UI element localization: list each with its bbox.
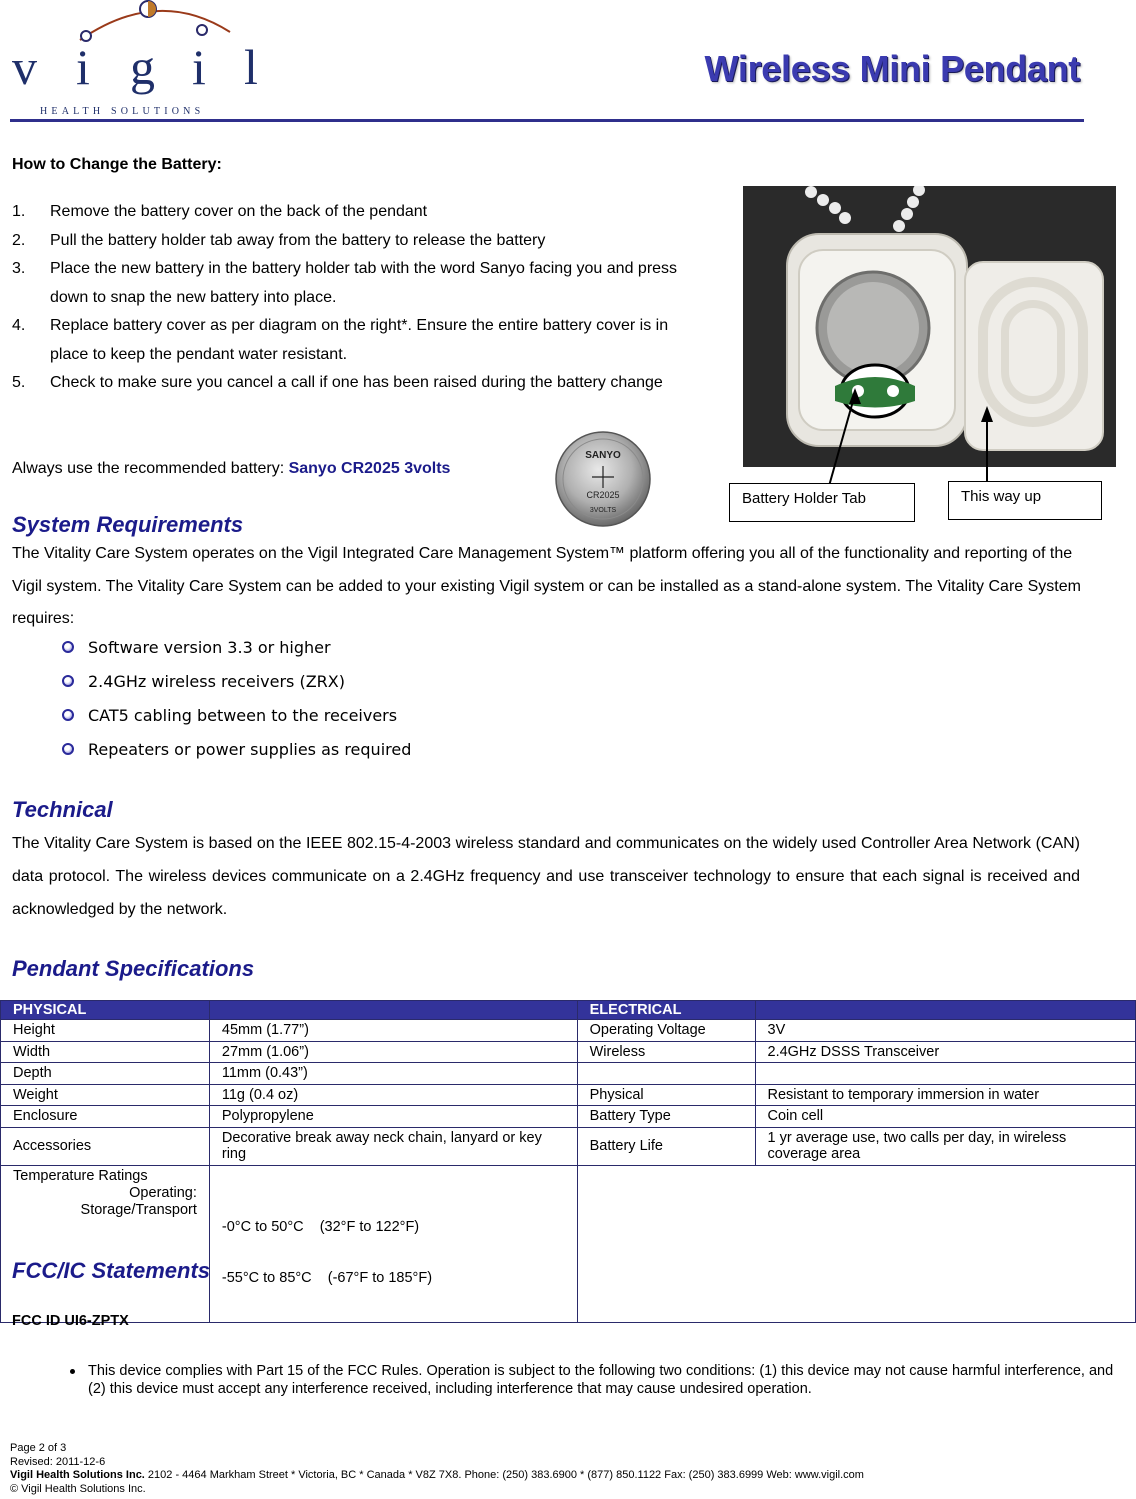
list-item bbox=[62, 699, 411, 733]
address-text: 2102 - 4464 Markham Street * Victoria, BC * Canada * V8Z 7X8. Phone: (250) 383.6900 * (877) 850.1122 Fax: (250) 383.6999 Web: www.vigil.com bbox=[144, 1469, 864, 1481]
recommended-battery bbox=[12, 460, 450, 478]
system-requirements-title: System Requirements bbox=[12, 512, 244, 537]
requirement-text: 2.4GHz wireless receivers (ZRX) bbox=[88, 672, 345, 691]
step-text: Remove the battery cover on the back of the pendant bbox=[50, 203, 428, 220]
system-intro: The Vitality Care System operates on the Vigil Integrated Care Management System™ platform offering you all of the functionality and reporting of the Vigil system. The Vitality Care System can be added to your existing Vigil system or can be installed as a stand-alone system. The Vitality Care System requires: bbox=[12, 545, 1081, 627]
vigil-logo bbox=[8, 0, 298, 118]
table-row: Accessories Decorative break away neck chain, lanyard or key ring Battery Life 1 yr average use, two calls per day, in wireless coverage area bbox=[1, 1127, 1136, 1165]
battery-steps bbox=[12, 198, 712, 398]
company-address bbox=[10, 1469, 864, 1483]
table-row bbox=[1, 1165, 1136, 1322]
step-text: Replace battery cover as per diagram on the right*. Ensure the entire battery cover is in place to keep the pendant water resistant. bbox=[50, 317, 669, 363]
callout-battery-holder-tab: Battery Holder Tab bbox=[729, 483, 915, 522]
step-number: 2. bbox=[12, 231, 26, 249]
callout-arrows bbox=[743, 380, 1116, 490]
logo-letter-i: i bbox=[76, 39, 90, 95]
list-item bbox=[70, 1362, 1120, 1398]
coin-brand: SANYO bbox=[585, 450, 621, 461]
requirements-list bbox=[62, 631, 411, 767]
pendant-specifications-title: Pendant Specifications bbox=[12, 956, 255, 981]
document-title: Wireless Mini Pendant bbox=[704, 48, 1080, 89]
callout-this-way-up: This way up bbox=[948, 481, 1102, 520]
fcc-title: FCC/IC Statements bbox=[12, 1258, 211, 1283]
bullet-icon bbox=[62, 709, 74, 721]
physical-header: PHYSICAL bbox=[1, 1001, 210, 1020]
company-name: Vigil Health Solutions Inc. bbox=[10, 1469, 145, 1481]
step-number: 4. bbox=[12, 317, 26, 334]
list-item bbox=[12, 369, 712, 398]
logo-letter-g: g bbox=[130, 39, 155, 95]
storage-label: Storage/Transport bbox=[80, 1201, 197, 1218]
storage-value: -55°C to 85°C (-67°F to 185°F) bbox=[221, 1269, 433, 1286]
bullet-icon bbox=[62, 641, 74, 653]
electrical-header: ELECTRICAL bbox=[577, 1001, 755, 1020]
list-item bbox=[62, 733, 411, 767]
operating-value: -0°C to 50°C (32°F to 122°F) bbox=[221, 1218, 420, 1235]
step-text: Check to make sure you cancel a call if one has been raised during the battery change bbox=[50, 374, 663, 391]
list-item bbox=[12, 255, 692, 312]
list-item bbox=[62, 665, 411, 699]
temperature-label: Temperature Ratings bbox=[13, 1167, 148, 1184]
copyright: © Vigil Health Solutions Inc. bbox=[10, 1482, 146, 1495]
list-item bbox=[62, 631, 411, 665]
bullet-icon bbox=[62, 743, 74, 755]
logo-tagline: HEALTH SOLUTIONS bbox=[40, 106, 205, 117]
step-number: 1. bbox=[12, 203, 26, 220]
operating-label: Operating: bbox=[129, 1184, 197, 1201]
step-number: 3. bbox=[12, 260, 26, 277]
bullet-icon bbox=[62, 675, 74, 687]
logo-letter-i2: i bbox=[192, 39, 206, 95]
requirement-text: Software version 3.3 or higher bbox=[88, 638, 331, 657]
coin-battery-image bbox=[554, 430, 652, 528]
requirement-text: CAT5 cabling between to the receivers bbox=[88, 706, 398, 725]
revised-date: Revised: 2011-12-6 bbox=[10, 1455, 106, 1468]
page-footer bbox=[10, 1442, 864, 1496]
fcc-statement: This device complies with Part 15 of the FCC Rules. Operation is subject to the following two conditions: (1) this device may not cause harmful interference, and (2) this device must accept any interference received, including interference that may cause undesired operation. bbox=[88, 1363, 1114, 1397]
logo-letter-v: v bbox=[12, 39, 37, 95]
bullet-icon bbox=[70, 1369, 75, 1374]
fcc-statements-list bbox=[70, 1362, 1120, 1398]
list-item bbox=[12, 312, 702, 369]
requirement-text: Repeaters or power supplies as required bbox=[88, 740, 412, 759]
list-item bbox=[12, 198, 712, 227]
battery-heading: How to Change the Battery: bbox=[12, 156, 222, 173]
step-text: Pull the battery holder tab away from the battery to release the battery bbox=[50, 231, 546, 249]
coin-volts: 3VOLTS bbox=[589, 507, 617, 514]
table-row: Width 27mm (1.06”) Wireless 2.4GHz DSSS Transceiver bbox=[1, 1041, 1136, 1063]
recommend-value: Sanyo CR2025 3volts bbox=[288, 460, 451, 477]
table-row: Depth 11mm (0.43”) bbox=[1, 1063, 1136, 1085]
header-divider bbox=[10, 119, 1084, 122]
coin-model: CR2025 bbox=[586, 490, 620, 500]
step-number: 5. bbox=[12, 374, 26, 391]
technical-text: The Vitality Care System is based on the IEEE 802.15-4-2003 wireless standard and communicates on the widely used Controller Area Network (CAN) data protocol. The wireless devices communicate on a 2.4GHz frequency and use transceiver technology to ensure that each signal is received and acknowledged by the network. bbox=[12, 835, 1080, 918]
table-row: Weight 11g (0.4 oz) Physical Resistant to temporary immersion in water bbox=[1, 1084, 1136, 1106]
step-text: Place the new battery in the battery holder tab with the word Sanyo facing you and press down to snap the new battery into place. bbox=[50, 260, 678, 306]
list-item bbox=[12, 227, 712, 256]
logo-letter-l: l bbox=[244, 39, 258, 95]
table-row: Enclosure Polypropylene Battery Type Coin cell bbox=[1, 1106, 1136, 1128]
page-number: Page 2 of 3 bbox=[10, 1442, 67, 1454]
fcc-id: FCC ID UI6-ZPTX bbox=[12, 1313, 129, 1329]
table-header-row bbox=[1, 1001, 1136, 1020]
page-header bbox=[0, 0, 1136, 125]
technical-title: Technical bbox=[12, 797, 113, 822]
table-row: Height 45mm (1.77”) Operating Voltage 3V bbox=[1, 1020, 1136, 1042]
recommend-prefix: Always use the recommended battery: bbox=[12, 460, 289, 477]
